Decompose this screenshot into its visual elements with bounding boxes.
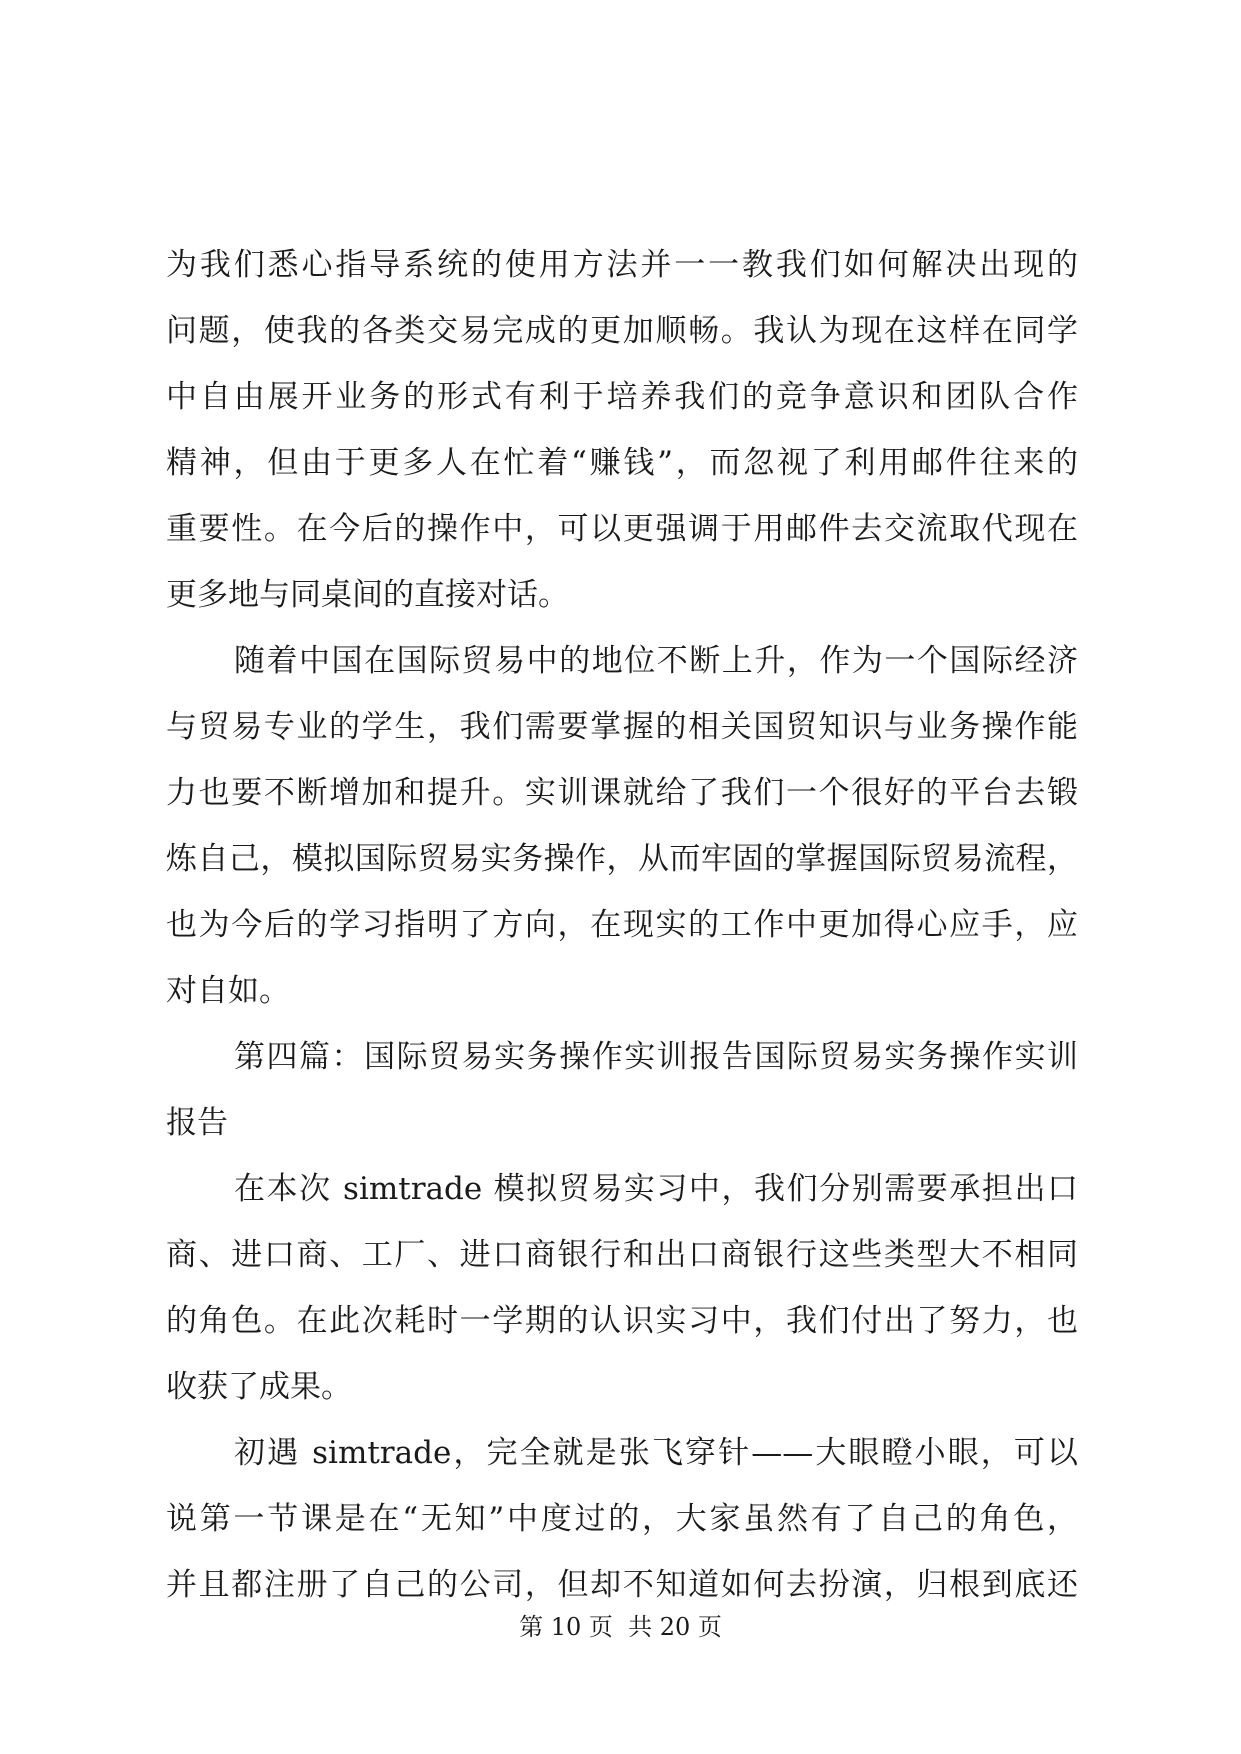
text-line: 的角色。在此次耗时一学期的认识实习中，我们付出了努力，也 — [166, 1303, 1078, 1339]
paragraph — [166, 1156, 1078, 1420]
paragraph — [166, 1420, 1078, 1618]
document-body — [166, 232, 1078, 1618]
text-line: 为我们悉心指导系统的使用方法并一一教我们如何解决出现的 — [166, 247, 1078, 283]
footer-spacer — [613, 1613, 628, 1641]
text-line: 随着中国在国际贸易中的地位不断上升，作为一个国际经济 — [234, 643, 1078, 679]
paragraph — [166, 628, 1078, 1024]
text-line: 并且都注册了自己的公司，但却不知道如何去扮演，归根到底还 — [166, 1567, 1078, 1603]
text-line: 力也要不断增加和提升。实训课就给了我们一个很好的平台去锻 — [166, 775, 1078, 811]
text-line: 炼自己，模拟国际贸易实务操作，从而牢固的掌握国际贸易流程， — [166, 841, 1078, 877]
paragraph — [166, 232, 1078, 628]
text-line: 第四篇：国际贸易实务操作实训报告国际贸易实务操作实训 — [234, 1039, 1078, 1075]
text-line: 收获了成果。 — [166, 1369, 352, 1405]
text-line: 精神，但由于更多人在忙着“赚钱”，而忽视了利用邮件往来的 — [166, 445, 1078, 481]
page-total: 共 20 页 — [628, 1613, 722, 1641]
text-line: 也为今后的学习指明了方向，在现实的工作中更加得心应手，应 — [166, 907, 1078, 943]
section-heading — [166, 1024, 1078, 1156]
page-footer — [0, 1612, 1241, 1642]
text-line: 重要性。在今后的操作中，可以更强调于用邮件去交流取代现在 — [166, 511, 1078, 547]
text-line: 对自如。 — [166, 973, 290, 1009]
text-line: 报告 — [166, 1105, 228, 1141]
page-number: 第 10 页 — [519, 1613, 613, 1641]
text-line: 说第一节课是在“无知”中度过的，大家虽然有了自己的角色， — [166, 1501, 1078, 1537]
text-line: 更多地与同桌间的直接对话。 — [166, 577, 569, 613]
text-line: 商、进口商、工厂、进口商银行和出口商银行这些类型大不相同 — [166, 1237, 1078, 1273]
text-line: 在本次 simtrade 模拟贸易实习中，我们分别需要承担出口 — [234, 1171, 1078, 1207]
text-line: 问题，使我的各类交易完成的更加顺畅。我认为现在这样在同学 — [166, 313, 1078, 349]
text-line: 中自由展开业务的形式有利于培养我们的竞争意识和团队合作 — [166, 379, 1078, 415]
text-line: 初遇 simtrade，完全就是张飞穿针——大眼瞪小眼，可以 — [234, 1435, 1078, 1471]
text-line: 与贸易专业的学生，我们需要掌握的相关国贸知识与业务操作能 — [166, 709, 1078, 745]
